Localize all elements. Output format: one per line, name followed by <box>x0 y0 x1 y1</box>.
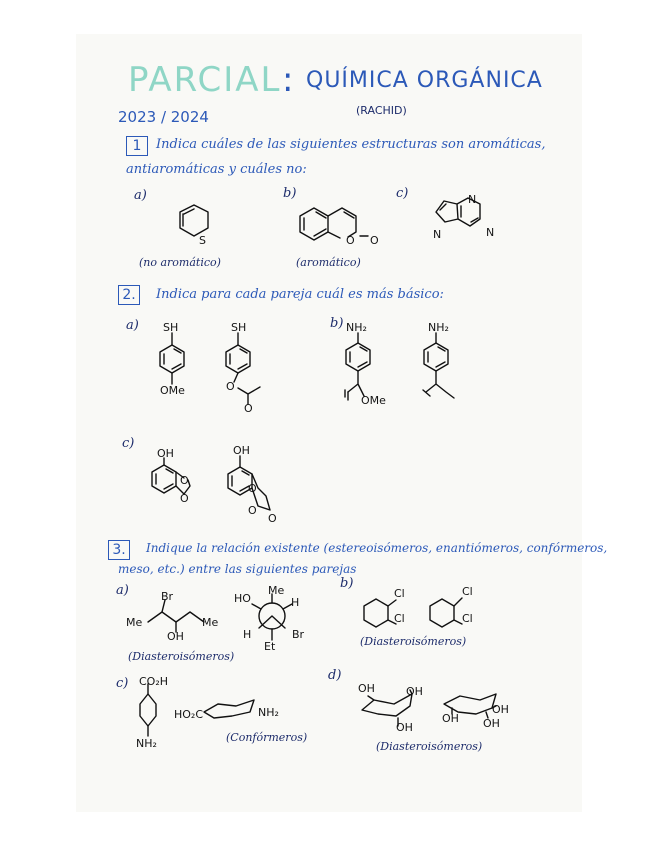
atom-n2: N <box>468 193 477 206</box>
group-sh1: SH <box>163 321 179 334</box>
newman-me: Me <box>268 584 285 597</box>
q3-label-b: b) <box>340 576 354 591</box>
q3-structure-d2 <box>444 694 496 718</box>
d-oh2: OH <box>406 685 423 698</box>
newman-ho: HO <box>234 592 251 605</box>
d-oh1: OH <box>358 682 375 695</box>
b-cl1: Cl <box>394 587 405 600</box>
d-oh3: OH <box>396 721 413 734</box>
q1-structure-a <box>180 205 208 236</box>
atom-n1: N <box>433 228 442 241</box>
q2-label-a: a) <box>126 318 139 333</box>
atom-o-ring: O <box>346 234 355 247</box>
c-nh2b: NH₂ <box>258 706 279 719</box>
q3-label-d: d) <box>328 668 342 683</box>
group-oc2: O <box>180 492 189 505</box>
q2-label-b: b) <box>330 316 344 331</box>
author: (RACHID) <box>356 104 407 117</box>
atom-n3: N <box>486 226 495 239</box>
q1-answer-a: (no aromático) <box>139 256 221 269</box>
q2-structure-b1 <box>345 333 370 400</box>
q2-structure-a2 <box>226 333 260 404</box>
c-ho2c: HO₂C <box>174 708 204 721</box>
q1-structure-b <box>300 208 368 240</box>
title-parcial: PARCIAL <box>128 60 282 100</box>
q1-number: 1 <box>126 136 148 156</box>
a-me1: Me <box>126 616 143 629</box>
group-oc4: O <box>248 504 257 517</box>
q3-text-line1: Indique la relación existente (estereoisómeros, enantiómeros, confórmeros, <box>146 541 608 555</box>
q2-label-c: c) <box>122 436 135 451</box>
title-subject: QUÍMICA ORGÁNICA <box>306 68 543 93</box>
d-oh5: OH <box>492 703 509 716</box>
q2-text: Indica para cada pareja cuál es más básico: <box>156 287 444 302</box>
q3-number: 3. <box>108 540 130 560</box>
atom-o-carbonyl: O <box>370 234 379 247</box>
newman-br: Br <box>292 628 305 641</box>
q1-label-b: b) <box>283 186 297 201</box>
q3-structure-b2 <box>430 598 462 627</box>
q3-label-c: c) <box>116 676 129 691</box>
q1-label-c: c) <box>396 186 409 201</box>
q1-label-a: a) <box>134 188 147 203</box>
q2-number: 2. <box>118 285 140 305</box>
q2-structure-b2 <box>423 333 454 398</box>
year: 2023 / 2024 <box>118 108 209 126</box>
group-ome2: OMe <box>361 394 386 407</box>
q3-answer-b: (Diasteroisómeros) <box>360 635 467 648</box>
q3-structure-c1 <box>140 684 156 736</box>
a-oh: OH <box>167 630 184 643</box>
d-oh6: OH <box>483 717 500 730</box>
q3-answer-a: (Diasteroisómeros) <box>128 650 235 663</box>
b-cl3: Cl <box>462 585 473 598</box>
d-oh4: OH <box>442 712 459 725</box>
q1-text-line1: Indica cuáles de las siguientes estructuras son aromáticas, <box>156 137 546 152</box>
a-me2: Me <box>202 616 219 629</box>
c-nh2: NH₂ <box>136 737 157 750</box>
q3-structure-b1 <box>364 599 396 627</box>
b-cl2: Cl <box>394 612 405 625</box>
group-nh2-2: NH₂ <box>428 321 449 334</box>
group-ome1: OMe <box>160 384 185 397</box>
newman-h1: H <box>291 596 300 609</box>
q3-answer-d: (Diasteroisómeros) <box>376 740 483 753</box>
atom-s: S <box>199 234 206 247</box>
group-oh1: OH <box>157 447 174 460</box>
q3-newman <box>252 594 292 640</box>
q2-structure-c2 <box>228 456 270 510</box>
b-cl4: Cl <box>462 612 473 625</box>
q2-structure-a1 <box>160 333 184 384</box>
group-o-carbonyl: O <box>244 402 253 415</box>
group-oc1: O <box>180 474 189 487</box>
c-co2h: CO₂H <box>139 675 169 688</box>
q3-label-a: a) <box>116 583 129 598</box>
q3-structure-a-zigzag <box>148 600 204 632</box>
q1-answer-b: (aromático) <box>296 256 361 269</box>
group-oc3: O <box>248 482 257 495</box>
q3-structure-c2 <box>204 700 254 718</box>
q3-answer-c: (Confórmeros) <box>226 731 308 744</box>
a-br: Br <box>161 590 174 603</box>
title-colon: : <box>282 60 296 100</box>
group-oh2: OH <box>233 444 250 457</box>
group-oc5: O <box>268 512 277 525</box>
q1-structure-c <box>436 198 480 226</box>
q3-text-line2: meso, etc.) entre las siguientes parejas <box>118 562 357 576</box>
q2-structure-c1 <box>152 458 190 494</box>
group-sh2: SH <box>231 321 247 334</box>
q3-structure-d1 <box>362 690 412 726</box>
q1-text-line2: antiaromáticas y cuáles no: <box>126 162 307 177</box>
group-o-ester: O <box>226 380 235 393</box>
group-nh2-1: NH₂ <box>346 321 367 334</box>
newman-h2: H <box>243 628 252 641</box>
newman-et: Et <box>264 640 276 653</box>
